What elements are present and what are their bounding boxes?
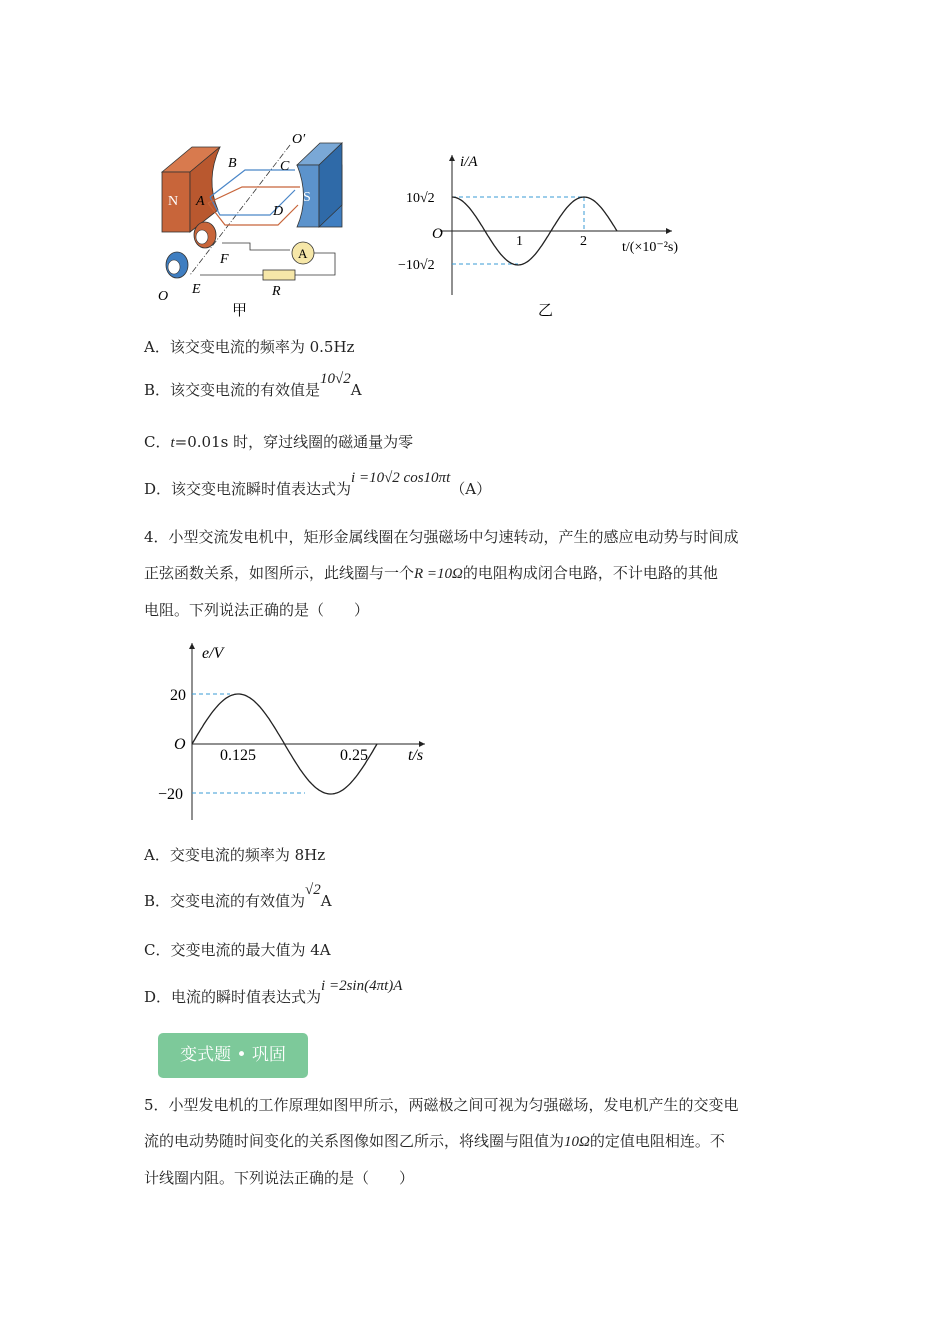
q3-option-c <box>144 432 413 453</box>
emf-time-graph <box>150 640 440 825</box>
figure-caption-jia: 甲 <box>232 303 248 319</box>
label-F: F <box>220 252 229 267</box>
q3-option-c-prefix: C． <box>144 433 171 451</box>
origin-label: O <box>174 736 186 753</box>
y-tick-bottom: −10√2 <box>398 258 435 273</box>
generator-diagram <box>150 125 350 320</box>
label-R: R <box>272 284 281 299</box>
label-B: B <box>228 156 237 171</box>
q5-stem-line3: 计线圈内阻。下列说法正确的是（ ） <box>144 1169 415 1187</box>
q4-stem-line1: 4．小型交流发电机中，矩形金属线圈在匀强磁场中匀速转动，产生的感应电动势与时间成 <box>144 528 739 546</box>
x-tick-1: 0.125 <box>220 747 256 764</box>
x-tick-2: 2 <box>580 234 587 249</box>
q4-stem <box>144 519 814 628</box>
label-D: D <box>273 204 284 219</box>
q4-option-b-math: √2 <box>305 882 321 898</box>
x-axis-label: t/s <box>408 747 424 764</box>
y-tick-top: 10√2 <box>406 191 435 206</box>
q3-option-d <box>144 470 492 500</box>
figure-caption-yi: 乙 <box>538 303 554 319</box>
current-time-graph <box>390 150 710 320</box>
q3-option-d-unit: （A） <box>450 480 492 498</box>
q4-option-d <box>144 978 403 1008</box>
s-pole-label: S <box>303 190 311 205</box>
q3-option-b <box>144 371 362 401</box>
q3-option-d-math: i =10√2 cos10πt <box>351 470 451 486</box>
label-Oprime: O′ <box>292 132 306 147</box>
y-tick-bottom: −20 <box>158 786 184 803</box>
q4-stem-line3: 电阻。下列说法正确的是（ ） <box>144 601 370 619</box>
q5-stem-line2 <box>144 1123 814 1160</box>
x-tick-2: 0.25 <box>340 747 368 764</box>
q3-option-d-text: D．该交变电流瞬时值表达式为 <box>144 480 352 498</box>
q4-option-a: A．交变电流的频率为 8Hz <box>144 846 326 864</box>
q4-option-c: C．交变电流的最大值为 4A <box>144 941 331 959</box>
y-axis-label: e/V <box>202 645 224 662</box>
q3-option-b-unit: A <box>350 381 362 399</box>
n-pole-label: N <box>168 194 179 209</box>
q4-option-d-math: i =2sin(4πt)A <box>321 978 403 994</box>
q5-stem-line2-tail: 的定值电阻相连。不 <box>589 1132 725 1150</box>
y-axis-label: i/A <box>460 154 478 170</box>
x-axis-label: t/(×10⁻²s) <box>622 240 679 255</box>
q3-option-b-math: 10√2 <box>320 371 351 387</box>
section-badge: 变式题 • 巩固 <box>158 1033 308 1078</box>
ammeter-label: A <box>298 246 308 261</box>
x-tick-1: 1 <box>516 234 523 249</box>
q5-stem-line2-text: 流的电动势随时间变化的关系图像如图乙所示，将线圈与阻值为 <box>144 1132 565 1150</box>
q5-stem <box>144 1087 814 1196</box>
q3-option-c-variable: t <box>170 435 175 451</box>
label-C: C <box>280 159 290 174</box>
label-E: E <box>192 282 201 297</box>
label-A: A <box>196 194 205 209</box>
q5-stem-line1: 5．小型发电机的工作原理如图甲所示，两磁极之间可视为匀强磁场，发电机产生的交变电 <box>144 1096 739 1114</box>
q5-resistance: 10Ω <box>564 1134 590 1150</box>
q4-option-d-text: D．电流的瞬时值表达式为 <box>144 988 322 1006</box>
q3-option-a: A．该交变电流的频率为 0.5Hz <box>144 338 355 356</box>
q4-option-b-text: B．交变电流的有效值为 <box>144 892 306 910</box>
q3-option-c-text: =0.01s 时，穿过线圈的磁通量为零 <box>174 433 414 451</box>
q4-stem-line2-text: 正弦函数关系，如图所示，此线圈与一个 <box>144 564 415 582</box>
origin-label: O <box>432 226 443 242</box>
q4-stem-line2-tail: 的电阻构成闭合电路，不计电路的其他 <box>462 564 718 582</box>
label-O: O <box>158 289 169 304</box>
q4-option-b <box>144 882 332 912</box>
q4-stem-line2 <box>144 555 814 592</box>
q4-option-b-unit: A <box>320 892 332 910</box>
q4-resistance: R =10Ω <box>414 566 463 582</box>
y-tick-top: 20 <box>170 687 186 704</box>
q3-option-b-text: B．该交变电流的有效值是 <box>144 381 321 399</box>
